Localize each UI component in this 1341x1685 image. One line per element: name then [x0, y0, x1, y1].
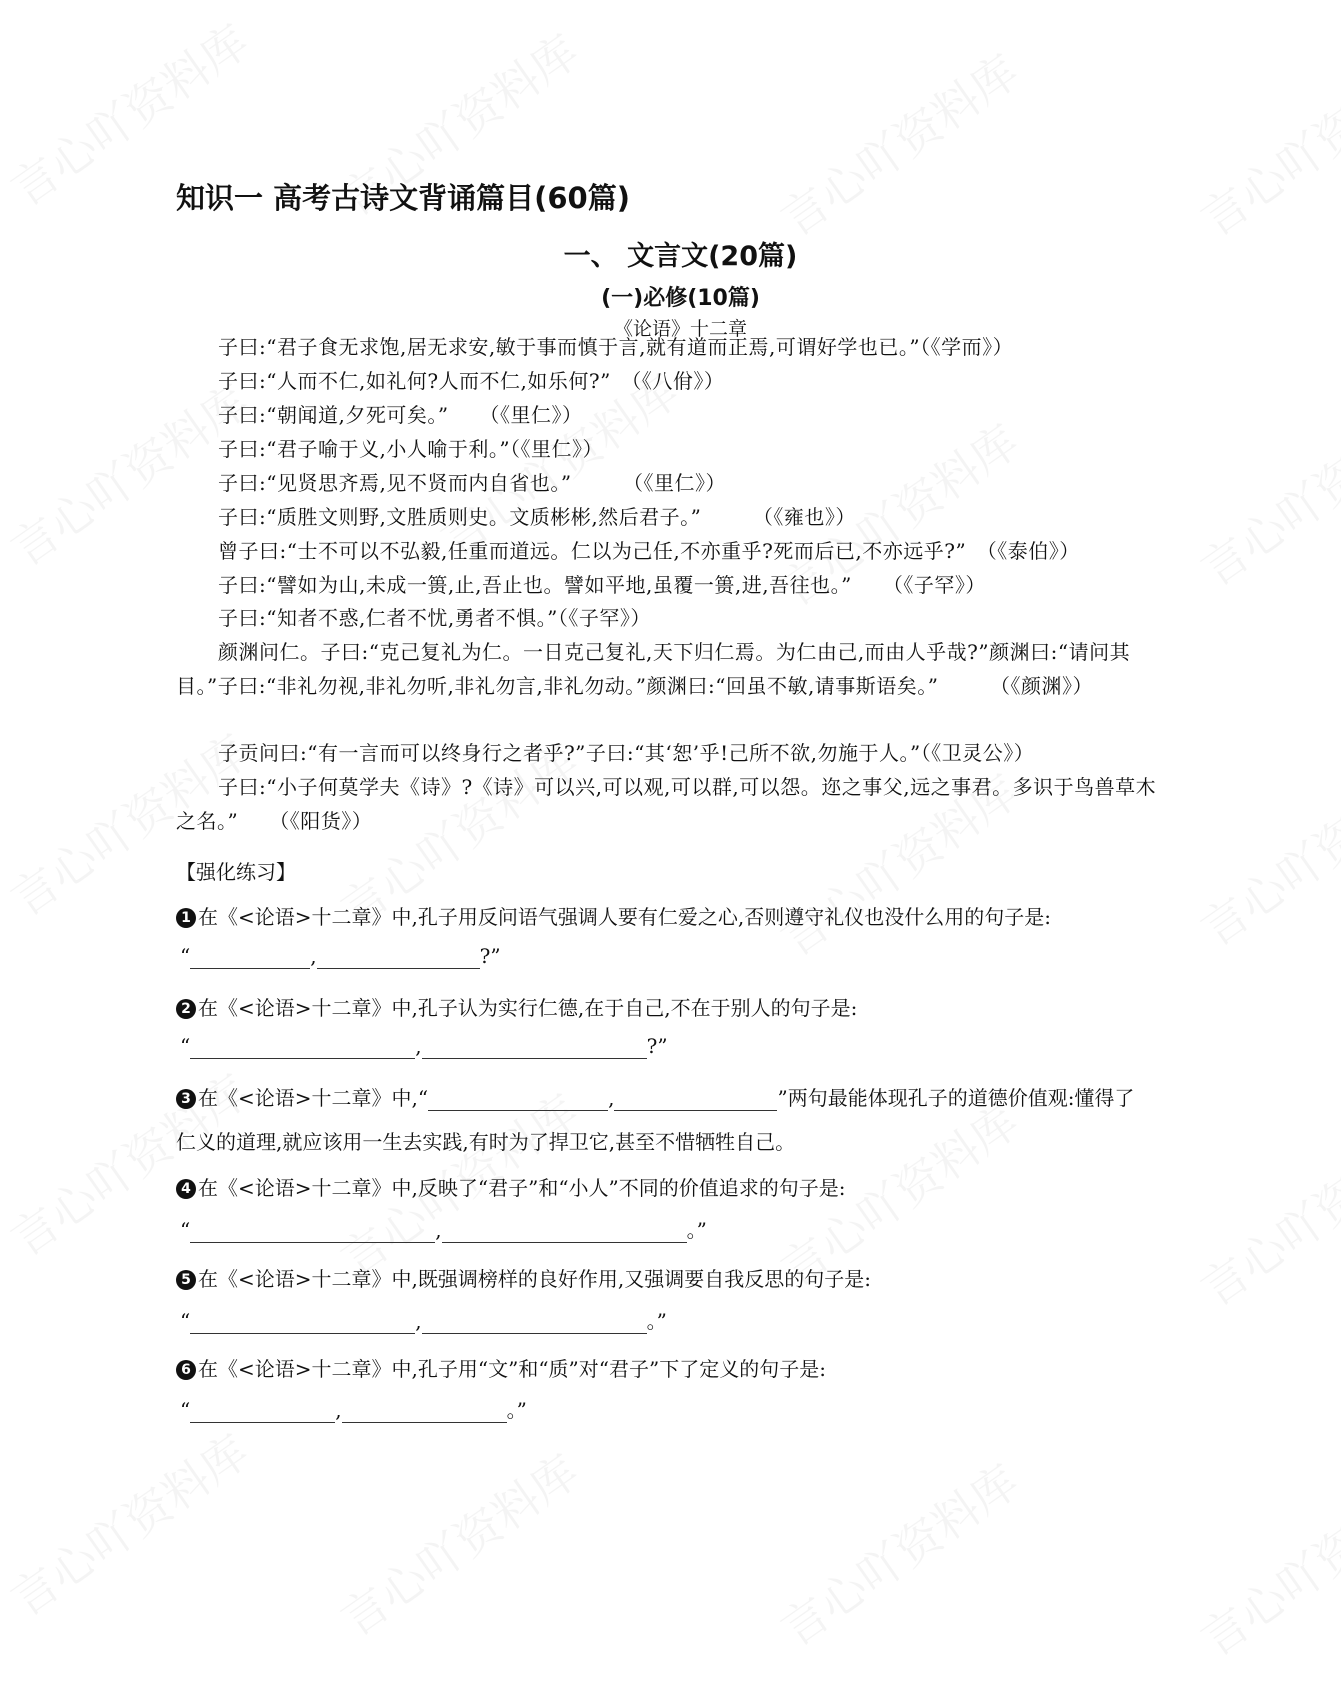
passage-paragraph: 子曰:“小子何莫学夫《诗》?《诗》可以兴,可以观,可以群,可以怨。迩之事父,远之事君。多识于鸟兽草木之名。” （《阳货》） [176, 775, 1157, 833]
question-text: 在《<论语>十二章》中,反映了“君子”和“小人”不同的价值追求的句子是: [198, 1176, 846, 1200]
watermark [766, 1447, 1030, 1659]
question-4 [176, 1172, 846, 1201]
subsection-heading: (一)必修(10篇) [601, 286, 760, 311]
answer-blank[interactable] [428, 1088, 608, 1111]
close-quote: 。” [686, 1218, 707, 1242]
page-title: 知识一 高考古诗文背诵篇目(60篇) [176, 181, 630, 215]
section-heading: 一、 文言文(20篇) [563, 241, 798, 272]
question-1 [176, 901, 1051, 930]
question-5 [176, 1263, 871, 1292]
answer-blank[interactable] [190, 1400, 335, 1423]
passage-paragraph: 子曰:“知者不惑,仁者不忧,勇者不惧。”（《子罕》） [218, 606, 651, 630]
answer-blank[interactable] [190, 1036, 415, 1059]
watermark [1186, 387, 1341, 599]
question-text: 在《<论语>十二章》中,孔子用反问语气强调人要有仁爱之心,否则遵守礼仪也没什么用的句子是: [198, 905, 1051, 929]
answer-line-4 [180, 1214, 707, 1243]
separator: , [310, 944, 317, 968]
separator: , [335, 1398, 342, 1422]
answer-blank[interactable] [614, 1088, 777, 1111]
answer-line-6 [180, 1394, 527, 1423]
chapter-heading: 《论语》十二章 [613, 318, 747, 340]
separator: , [608, 1086, 615, 1110]
answer-blank[interactable] [190, 946, 310, 969]
open-quote: “ [180, 1218, 191, 1242]
watermark [0, 1417, 260, 1629]
question-text: 在《<论语>十二章》中,“ [198, 1086, 429, 1110]
passage-paragraph: 曾子曰:“士不可以不弘毅,任重而道远。仁以为己任,不亦重乎?死而后已,不亦远乎?” （《泰伯》） [218, 539, 1080, 563]
passage-paragraph: 子曰:“譬如为山,未成一篑,止,吾止也。譬如平地,虽覆一篑,进,吾往也。” （《子罕》） [218, 573, 986, 597]
watermark [1186, 1107, 1341, 1319]
number-badge: 1 [176, 908, 196, 928]
open-quote: “ [180, 1034, 191, 1058]
open-quote: “ [180, 1398, 191, 1422]
number-badge: 5 [176, 1270, 196, 1290]
answer-blank[interactable] [190, 1220, 435, 1243]
question-text: 在《<论语>十二章》中,既强调榜样的良好作用,又强调要自我反思的句子是: [198, 1267, 871, 1291]
question-text: 在《<论语>十二章》中,孔子用“文”和“质”对“君子”下了定义的句子是: [198, 1357, 826, 1381]
answer-line-5 [180, 1305, 667, 1334]
answer-blank[interactable] [342, 1400, 507, 1423]
answer-blank[interactable] [422, 1036, 647, 1059]
question-6 [176, 1353, 826, 1382]
question-3-continued: 仁义的道理,就应该用一生去实践,有时为了捍卫它,甚至不惜牺牲自己。 [176, 1130, 796, 1154]
passage-paragraph: 子曰:“君子食无求饱,居无求安,敏于事而慎于言,就有道而正焉,可谓好学也已。”（《学而》） [218, 335, 1014, 359]
answer-blank[interactable] [317, 946, 480, 969]
passage-paragraph: 颜渊问仁。子曰:“克己复礼为仁。一日克己复礼,天下归仁焉。为仁由己,而由人乎哉?”颜渊曰:“请问其目。”子曰:“非礼勿视,非礼勿听,非礼勿言,非礼勿动。”颜渊曰:“回虽不敏,请事斯语矣。” （《颜渊》） [176, 640, 1131, 698]
number-badge: 4 [176, 1179, 196, 1199]
separator: , [415, 1034, 422, 1058]
close-quote: ?” [646, 1034, 668, 1058]
passage-paragraph: 子曰:“见贤思齐焉,见不贤而内自省也。” （《里仁》） [218, 471, 727, 495]
watermark [1186, 747, 1341, 959]
number-badge: 6 [176, 1360, 196, 1380]
close-quote: 。” [506, 1398, 527, 1422]
question-3 [176, 1082, 1134, 1111]
watermark [1186, 1457, 1341, 1669]
answer-blank[interactable] [442, 1220, 687, 1243]
separator: , [435, 1218, 442, 1242]
answer-blank[interactable] [422, 1311, 647, 1334]
passage-paragraph: 子曰:“人而不仁,如礼何?人而不仁,如乐何?” （《八佾》） [218, 369, 725, 393]
answer-line-2 [180, 1034, 668, 1059]
close-quote: 。” [646, 1309, 667, 1333]
watermark [1186, 37, 1341, 249]
separator: , [415, 1309, 422, 1333]
question-text: ”两句最能体现孔子的道德价值观:懂得了 [777, 1086, 1135, 1110]
close-quote: ?” [479, 944, 501, 968]
watermark [766, 37, 1030, 249]
question-2 [176, 992, 857, 1021]
passage-paragraph: 子贡问曰:“有一言而可以终身行之者乎?”子曰:“其‘恕’乎!己所不欲,勿施于人。”（《卫灵公》） [218, 741, 1035, 765]
question-text: 在《<论语>十二章》中,孔子认为实行仁德,在于自己,不在于别人的句子是: [198, 996, 858, 1020]
number-badge: 2 [176, 999, 196, 1019]
passage-paragraph: 子曰:“质胜文则野,文胜质则史。文质彬彬,然后君子。” （《雍也》） [218, 505, 856, 529]
answer-line-1 [180, 944, 501, 969]
open-quote: “ [180, 944, 191, 968]
passage-paragraph: 子曰:“君子喻于义,小人喻于利。”（《里仁》） [218, 437, 604, 461]
open-quote: “ [180, 1309, 191, 1333]
passage-paragraph: 子曰:“朝闻道,夕死可矣。” （《里仁》） [218, 403, 583, 427]
answer-blank[interactable] [190, 1311, 415, 1334]
watermark [326, 1437, 590, 1649]
number-badge: 3 [176, 1089, 196, 1109]
practice-heading: 【强化练习】 [176, 860, 296, 884]
